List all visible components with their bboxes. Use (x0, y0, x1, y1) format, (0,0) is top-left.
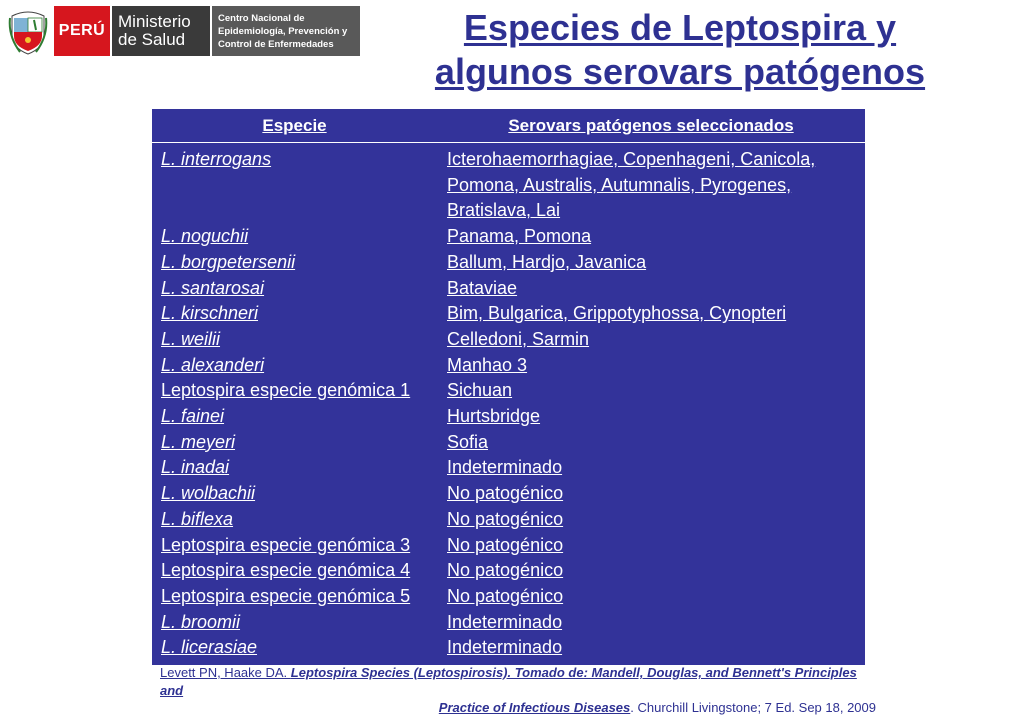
species-name: L. biflexa (161, 508, 234, 529)
ministerio-line2: de Salud (118, 30, 186, 49)
serovar-line: Bim, Bulgarica, Grippotyphossa, Cynopteri (447, 303, 787, 324)
serovar-line: No patogénico (447, 508, 564, 529)
serovar-line: Hurtsbridge (447, 406, 541, 427)
citation-line1 (160, 664, 876, 699)
citation-title-part1: Leptospira Species (Leptospirosis). Tomado de: Mandell, Douglas, and Bennett's Principles and (160, 665, 857, 698)
cn-line3: Control de Enfermedades (218, 38, 334, 50)
table-row (152, 430, 865, 456)
serovars-cell (439, 533, 865, 559)
citation-line2 (160, 699, 876, 717)
table-row (152, 353, 865, 379)
serovar-line: Bataviae (447, 277, 518, 298)
serovars-cell (439, 327, 865, 353)
peru-label: PERÚ (54, 6, 110, 56)
species-name: L. inadai (161, 457, 230, 478)
table-body (152, 143, 865, 661)
title-line1: Especies de Leptospira y (463, 7, 897, 48)
serovars-cell (439, 353, 865, 379)
species-name: Leptospira especie genómica 5 (161, 585, 411, 606)
citation-title-part2: Practice of Infectious Diseases (438, 700, 631, 715)
ministerio-line1: Ministerio (118, 12, 191, 31)
serovar-line: Bratislava, Lai (447, 200, 561, 221)
species-name: L. alexanderi (161, 354, 265, 375)
serovars-cell (439, 507, 865, 533)
cn-line2: Epidemiología, Prevención y (218, 25, 348, 37)
serovar-line: Sofia (447, 431, 489, 452)
species-name: Leptospira especie genómica 4 (161, 560, 411, 581)
serovar-line: Manhao 3 (447, 354, 528, 375)
serovar-line: Panama, Pomona (447, 226, 592, 247)
table-row (152, 327, 865, 353)
centro-nacional-logo (212, 6, 360, 56)
citation-tail: . Churchill Livingstone; 7 Ed. Sep 18, 2009 (630, 700, 876, 715)
species-name: L. noguchii (161, 226, 249, 247)
table-row (152, 533, 865, 559)
table-row (152, 455, 865, 481)
species-table (152, 109, 865, 665)
serovars-cell (439, 430, 865, 456)
serovars-cell (439, 558, 865, 584)
table-row (152, 301, 865, 327)
title-line2: algunos serovars patógenos (434, 51, 926, 92)
serovar-line: Indeterminado (447, 457, 563, 478)
table-row (152, 635, 865, 661)
serovars-cell (439, 147, 865, 224)
species-name: Leptospira especie genómica 3 (161, 534, 411, 555)
citation-authors: Levett PN, Haake DA. (160, 665, 291, 680)
serovar-line: Celledoni, Sarmin (447, 328, 590, 349)
serovar-line: No patogénico (447, 585, 564, 606)
serovars-cell (439, 301, 865, 327)
ministerio-logo (112, 6, 210, 56)
serovars-cell (439, 378, 865, 404)
header-especie: Especie (262, 115, 327, 135)
serovar-line: Pomona, Australis, Autumnalis, Pyrogenes, (447, 174, 792, 195)
species-name: L. kirschneri (161, 303, 259, 324)
table-row (152, 404, 865, 430)
species-name: L. weilii (161, 328, 221, 349)
serovars-cell (439, 635, 865, 661)
serovars-cell (439, 584, 865, 610)
species-name: L. licerasiae (161, 637, 258, 658)
serovar-line: Ballum, Hardjo, Javanica (447, 251, 647, 272)
table-row (152, 481, 865, 507)
serovars-cell (439, 276, 865, 302)
species-name: L. wolbachii (161, 483, 256, 504)
species-name: L. santarosai (161, 277, 265, 298)
serovars-cell (439, 224, 865, 250)
species-name: L. borgpetersenii (161, 251, 296, 272)
table-row (152, 250, 865, 276)
header-logos (8, 6, 360, 58)
table-row (152, 224, 865, 250)
page-title (370, 6, 990, 94)
species-name: L. interrogans (161, 149, 272, 169)
species-name: L. broomii (161, 611, 241, 632)
serovar-line: No patogénico (447, 560, 564, 581)
species-name: L. meyeri (161, 431, 236, 452)
serovars-cell (439, 455, 865, 481)
table-row (152, 147, 865, 224)
cn-line1: Centro Nacional de (218, 12, 305, 24)
serovars-cell (439, 481, 865, 507)
serovars-cell (439, 610, 865, 636)
serovar-line: Indeterminado (447, 611, 563, 632)
table-row (152, 610, 865, 636)
header-serovars: Serovars patógenos seleccionados (508, 115, 794, 135)
serovar-line: Sichuan (447, 380, 513, 401)
table-row (152, 584, 865, 610)
species-name: L. fainei (161, 406, 225, 427)
serovars-cell (439, 404, 865, 430)
serovar-line: Indeterminado (447, 637, 563, 658)
table-row (152, 558, 865, 584)
peru-coat-of-arms-icon (8, 6, 48, 56)
table-row (152, 378, 865, 404)
table-row (152, 507, 865, 533)
serovar-line: No patogénico (447, 534, 564, 555)
serovar-line: No patogénico (447, 483, 564, 504)
serovars-cell (439, 250, 865, 276)
serovar-line: Icterohaemorrhagiae, Copenhageni, Canicola, (447, 149, 816, 169)
table-row (152, 276, 865, 302)
table-header (152, 109, 865, 143)
species-name: Leptospira especie genómica 1 (161, 380, 411, 401)
